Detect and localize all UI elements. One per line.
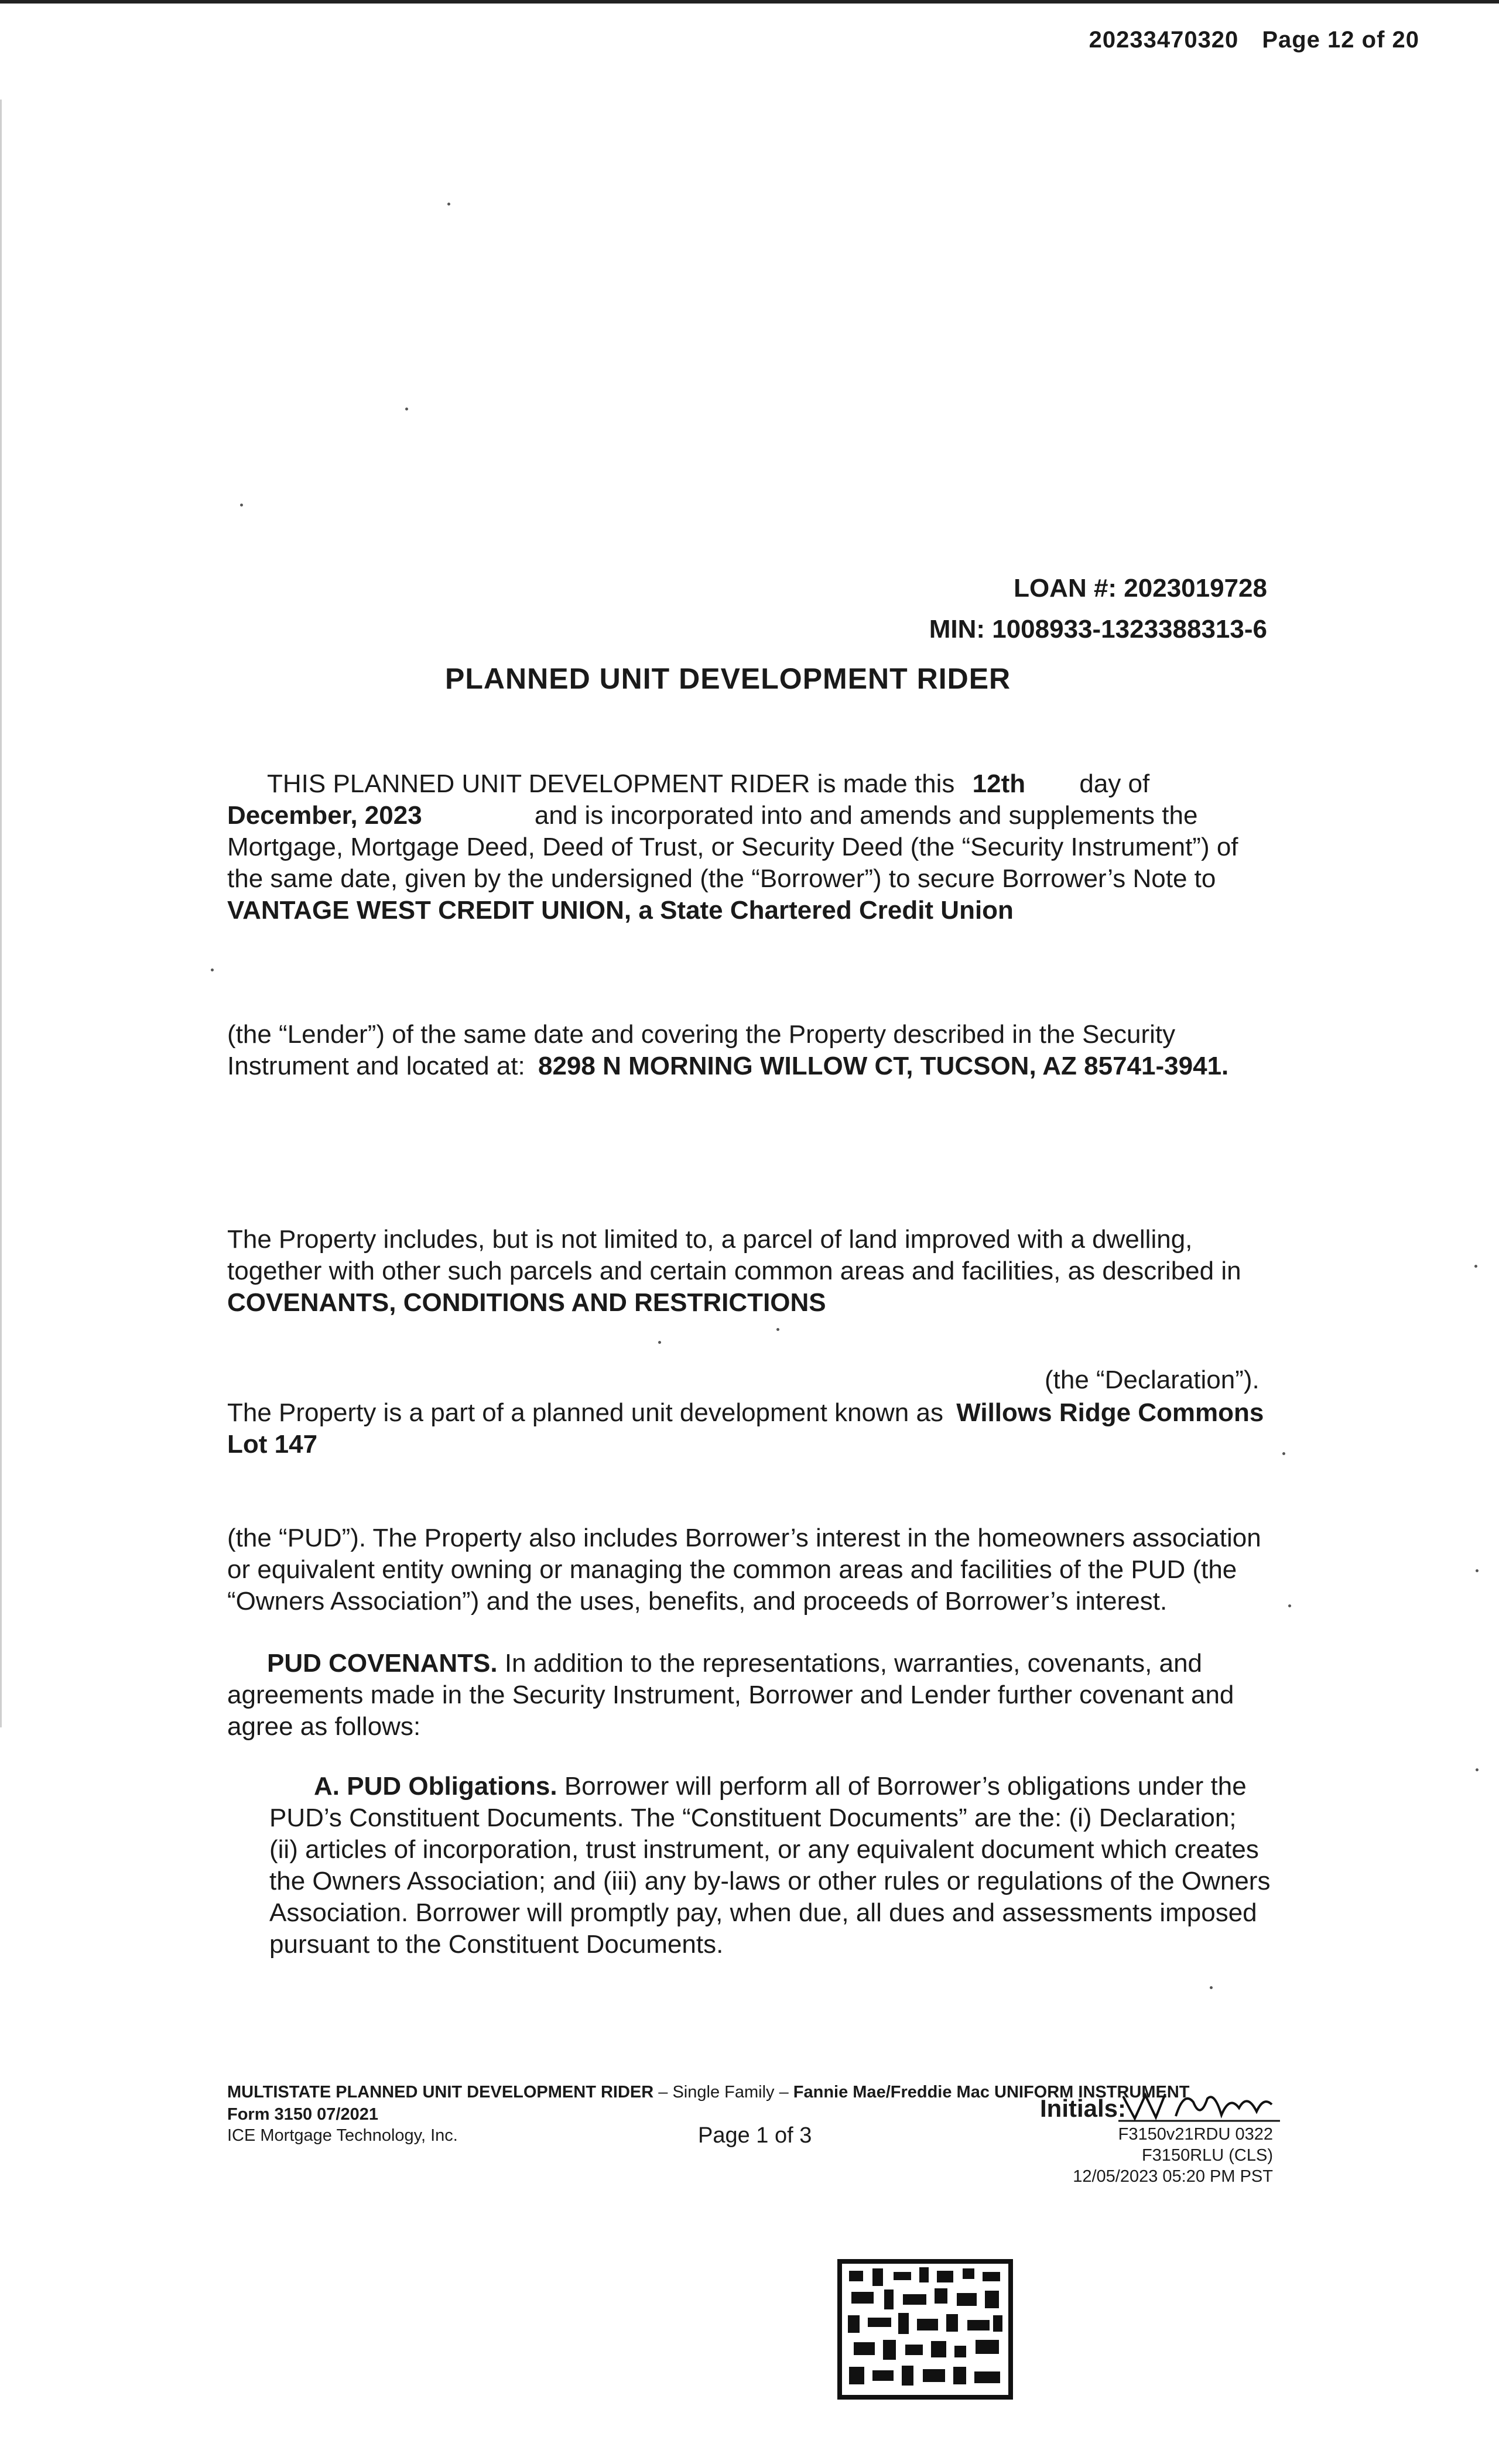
footer-form-type: Fannie Mae/Freddie Mac UNIFORM INSTRUMENT (793, 2083, 1190, 2102)
date-value: December, 2023 (227, 801, 422, 830)
footer-form-sub: – Single Family – (653, 2083, 793, 2102)
pud-text: The Property is a part of a planned unit development known as (227, 1398, 943, 1427)
scan-edge (0, 100, 2, 1727)
footer-form-number: Form 3150 07/2021 (227, 2105, 378, 2124)
scan-speck (776, 1328, 779, 1331)
section-a-text: Borrower will perform all of Borrower’s obligations under the PUD’s Constituent Documents. The “Constituent Documents” are the: (i) Declaration; (ii) articles of incorporation, trust instrument, or any equivalent document which creates the Owners Association; and (iii) any by-laws or other rules or regulations of the Owners Association. Borrower will promptly pay, when due, all dues and assessments imposed pursuant to the Constituent Documents. (269, 1772, 1271, 1959)
scan-speck (1210, 1986, 1213, 1989)
section-a-heading: A. PUD Obligations. (314, 1772, 557, 1801)
lender-paragraph (227, 1019, 1272, 1082)
footer-company: ICE Mortgage Technology, Inc. (227, 2126, 458, 2145)
initials-label: Initials: (1040, 2095, 1127, 2122)
covenants-heading: PUD COVENANTS. (267, 1649, 498, 1678)
page-indicator: Page 12 of 20 (1262, 27, 1419, 53)
scan-speck (1476, 1569, 1479, 1572)
pud-interest-paragraph: (the “PUD”). The Property also includes Borrower’s interest in the homeowners association or equivalent entity owning or managing the common areas and facilities of the PUD (the “Owners Association”) and the uses, benefits, and proceeds of Borrower’s interest. (227, 1524, 1261, 1616)
scan-speck (1474, 1265, 1477, 1268)
section-a-paragraph (269, 1771, 1272, 1960)
lender-text: (the “Lender”) of the same date and covering the Property described in the Security Instrument and located at: (227, 1020, 1176, 1080)
footer-code-2: F3150RLU (CLS) (1141, 2146, 1273, 2165)
footer-timestamp: 12/05/2023 05:20 PM PST (1073, 2167, 1273, 2186)
covenants-text: In addition to the representations, warranties, covenants, and agreements made in the Security Instrument, Borrower and Lender further covenant and agree as follows: (227, 1649, 1234, 1741)
scan-speck (1288, 1604, 1291, 1607)
document-number-header (1089, 27, 1419, 53)
initials-signature (1118, 2085, 1282, 2126)
intro-paragraph (227, 768, 1272, 926)
scan-speck (1282, 1452, 1285, 1455)
declaration-name: COVENANTS, CONDITIONS AND RESTRICTIONS (227, 1288, 826, 1317)
document-title: PLANNED UNIT DEVELOPMENT RIDER (445, 662, 1011, 695)
intro-text-1: THIS PLANNED UNIT DEVELOPMENT RIDER is made this (267, 769, 955, 798)
property-text: The Property includes, but is not limited to, a parcel of land improved with a dwelling, together with other such parcels and certain common areas and facilities, as described in (227, 1225, 1241, 1285)
barcode-image (837, 2259, 1013, 2400)
property-address: 8298 N MORNING WILLOW CT, TUCSON, AZ 85741-3941. (538, 1052, 1229, 1080)
top-border (0, 0, 1499, 4)
scan-speck (405, 408, 408, 410)
day-value: 12th (972, 769, 1026, 798)
min-number: MIN: 1008933-1323388313-6 (929, 615, 1267, 644)
document-number: 20233470320 (1089, 27, 1239, 53)
footer-form-title: MULTISTATE PLANNED UNIT DEVELOPMENT RIDER (227, 2083, 654, 2102)
footer-code-1: F3150v21RDU 0322 (1118, 2125, 1273, 2144)
pud-name-paragraph (227, 1397, 1272, 1460)
scan-speck (447, 203, 450, 206)
footer-page: Page 1 of 3 (698, 2123, 812, 2148)
day-of-label: day of (1079, 769, 1150, 798)
scan-speck (211, 969, 214, 971)
pud-covenants-paragraph (227, 1648, 1272, 1743)
lender-name: VANTAGE WEST CREDIT UNION, a State Chartered Credit Union (227, 896, 1014, 925)
loan-number: LOAN #: 2023019728 (1014, 574, 1267, 603)
property-paragraph (227, 1224, 1272, 1319)
scan-speck (240, 504, 243, 507)
pud-name: Willows Ridge Commons Lot 147 (227, 1398, 1264, 1459)
declaration-label: (the “Declaration”). (1045, 1366, 1260, 1394)
scan-speck (1476, 1768, 1479, 1771)
scan-speck (658, 1341, 661, 1344)
intro-text-2: and is incorporated into and amends and supplements the Mortgage, Mortgage Deed, Deed of Trust, or Security Deed (the “Security Instrument”) of the same date, given by the undersigned (the “Borrower”) to secure Borrower’s Note to (227, 801, 1238, 893)
